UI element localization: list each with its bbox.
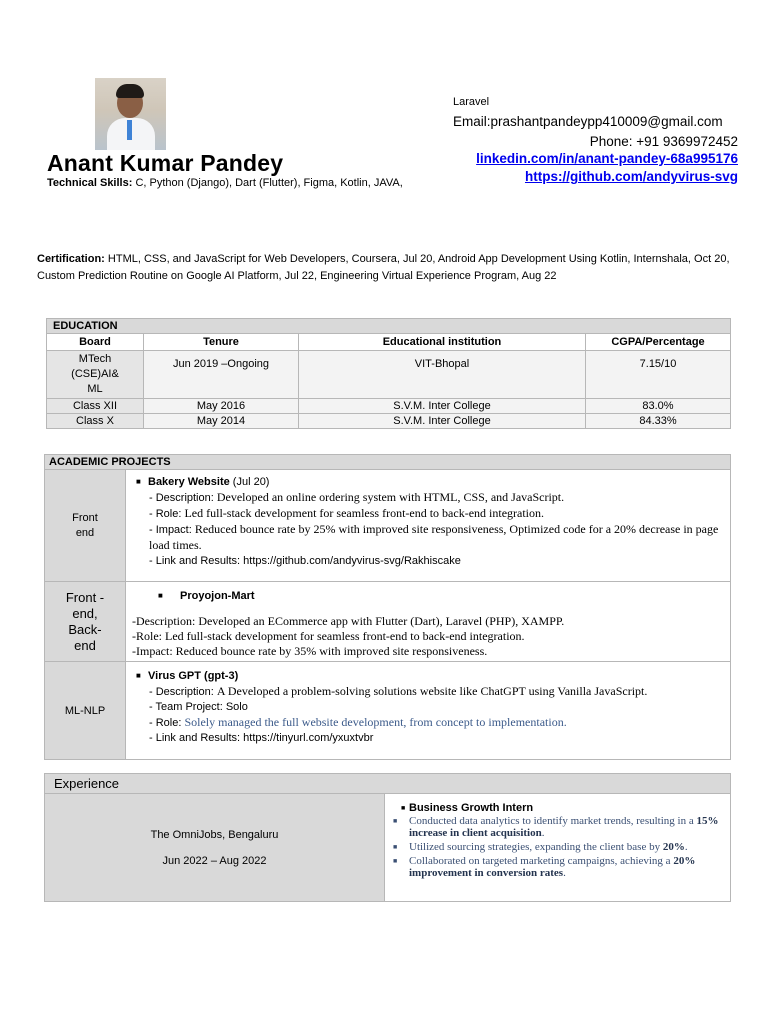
skills-value: C, Python (Django), Dart (Flutter), Figma, Kotlin, JAVA,: [132, 177, 403, 189]
experience-title: Experience: [45, 774, 731, 794]
certification: [37, 251, 737, 285]
profile-photo: [95, 78, 166, 150]
experience-company: The OmniJobs, Bengaluru: [150, 828, 279, 841]
project-impact: -Impact: Reduced bounce rate by 35% with improved site responsiveness.: [132, 644, 488, 658]
education-tenure: Jun 2019 –Ongoing: [144, 351, 299, 399]
experience-role: Business Growth Intern: [409, 802, 534, 814]
education-board: Class X: [47, 414, 144, 429]
education-board: MTech (CSE)AI& ML: [47, 351, 144, 399]
education-institution: S.V.M. Inter College: [299, 399, 586, 414]
candidate-name: Anant Kumar Pandey: [47, 150, 284, 176]
linkedin-link[interactable]: linkedin.com/in/anant-pandey-68a995176: [476, 151, 738, 166]
bullet-icon: ■: [401, 805, 406, 812]
project-link[interactable]: - Link and Results: https://tinyurl.com/yxuxtvbr: [149, 732, 374, 744]
experience-company-cell: [45, 794, 385, 902]
education-table: [46, 318, 731, 429]
education-score: 84.33%: [586, 414, 731, 429]
email[interactable]: Email:prashantpandeypp410009@gmail.com: [453, 114, 723, 129]
experience-item: ■ Utilized sourcing strategies, expanding the client base by 20%.: [393, 841, 688, 853]
project-date: (Jul 20): [229, 476, 270, 488]
project-bakery: ■ Bakery Website (Jul 20) - Description: Developed an online ordering system with HTML, CSS, and JavaScript. - Role: Led full-stack development for seamless front-end to back-end integration. - Impact: Reduced bounce rate by 25% with improved site responsiveness, Optimized code for a 20% decrease in page load times. - Link and Results: https://github.com/andyvirus-svg/Rakhiscake: [126, 470, 731, 582]
projects-table: [44, 454, 731, 760]
bullet-icon: ■: [158, 591, 163, 600]
project-impact: Reduced bounce rate by 25% with improved site responsiveness, Optimized code for a 20% decrease in page load times.: [149, 522, 719, 552]
education-tenure: May 2014: [144, 414, 299, 429]
project-category: Front -end, Back- end: [45, 582, 126, 662]
education-score: 83.0%: [586, 399, 731, 414]
bullet-icon: ■: [136, 477, 141, 486]
project-role: -Role: Led full-stack development for seamless front-end to back-end integration.: [132, 629, 525, 643]
education-board: Class XII: [47, 399, 144, 414]
project-team: - Team Project: Solo: [149, 701, 248, 713]
project-description: A Developed a problem-solving solutions website like ChatGPT using Vanilla JavaScript.: [216, 684, 648, 698]
education-institution: VIT-Bhopal: [299, 351, 586, 399]
project-role: Solely managed the full website development, from concept to implementation.: [184, 715, 567, 729]
col-score: CGPA/Percentage: [586, 334, 731, 351]
skills-label: Technical Skills:: [47, 177, 133, 189]
experience-table: [44, 773, 731, 902]
project-description: -Description: Developed an ECommerce app with Flutter (Dart), Laravel (PHP), XAMPP.: [132, 614, 565, 628]
education-tenure: May 2016: [144, 399, 299, 414]
projects-title: ACADEMIC PROJECTS: [45, 455, 731, 470]
col-tenure: Tenure: [144, 334, 299, 351]
experience-details: [385, 794, 731, 902]
project-name: Proyojon-Mart: [180, 590, 255, 602]
bullet-icon: ■: [136, 671, 141, 680]
phone: Phone: +91 9369972452: [589, 134, 738, 149]
project-proyojon: [126, 582, 731, 662]
project-name: Virus GPT (gpt-3): [148, 670, 239, 682]
certification-label: Certification:: [37, 253, 105, 265]
github-link[interactable]: https://github.com/andyvirus-svg: [524, 169, 738, 184]
project-virus-gpt: ■ Virus GPT (gpt-3) - Description: A Developed a problem-solving solutions website like ChatGPT using Vanilla JavaScript. - Team Project: Solo - Role: Solely managed the full website development, from concept to implementation. - Link and Results: https://tinyurl.com/yxuxtvbr: [126, 662, 731, 760]
project-category: ML-NLP: [45, 662, 126, 760]
education-score: 7.15/10: [586, 351, 731, 399]
project-role: Led full-stack development for seamless front-end to back-end integration.: [184, 506, 545, 520]
technical-skills: [47, 177, 403, 189]
education-title: EDUCATION: [47, 319, 731, 334]
education-institution: S.V.M. Inter College: [299, 414, 586, 429]
certification-text: HTML, CSS, and JavaScript for Web Developers, Coursera, Jul 20, Android App Development Using Kotlin, Internshala, Oct 20, Custom Prediction Routine on Google AI Platform, Jul 22, Engineering Virtual Experience Program, Aug 22: [37, 253, 730, 282]
experience-item: ■ Conducted data analytics to identify market trends, resulting in a 15% increase in client acquisition.: [393, 815, 719, 839]
project-description: Developed an online ordering system with HTML, CSS, and JavaScript.: [216, 490, 565, 504]
col-institution: Educational institution: [299, 334, 586, 351]
experience-dates: Jun 2022 – Aug 2022: [162, 854, 267, 867]
skill-laravel: Laravel: [453, 96, 490, 108]
project-name: Bakery Website: [148, 476, 230, 488]
project-link[interactable]: - Link and Results: https://github.com/andyvirus-svg/Rakhiscake: [149, 555, 461, 567]
col-board: Board: [47, 334, 144, 351]
experience-item: ■ Collaborated on targeted marketing campaigns, achieving a 20% improvement in conversion rates.: [393, 855, 696, 879]
project-category: Front end: [45, 470, 126, 582]
